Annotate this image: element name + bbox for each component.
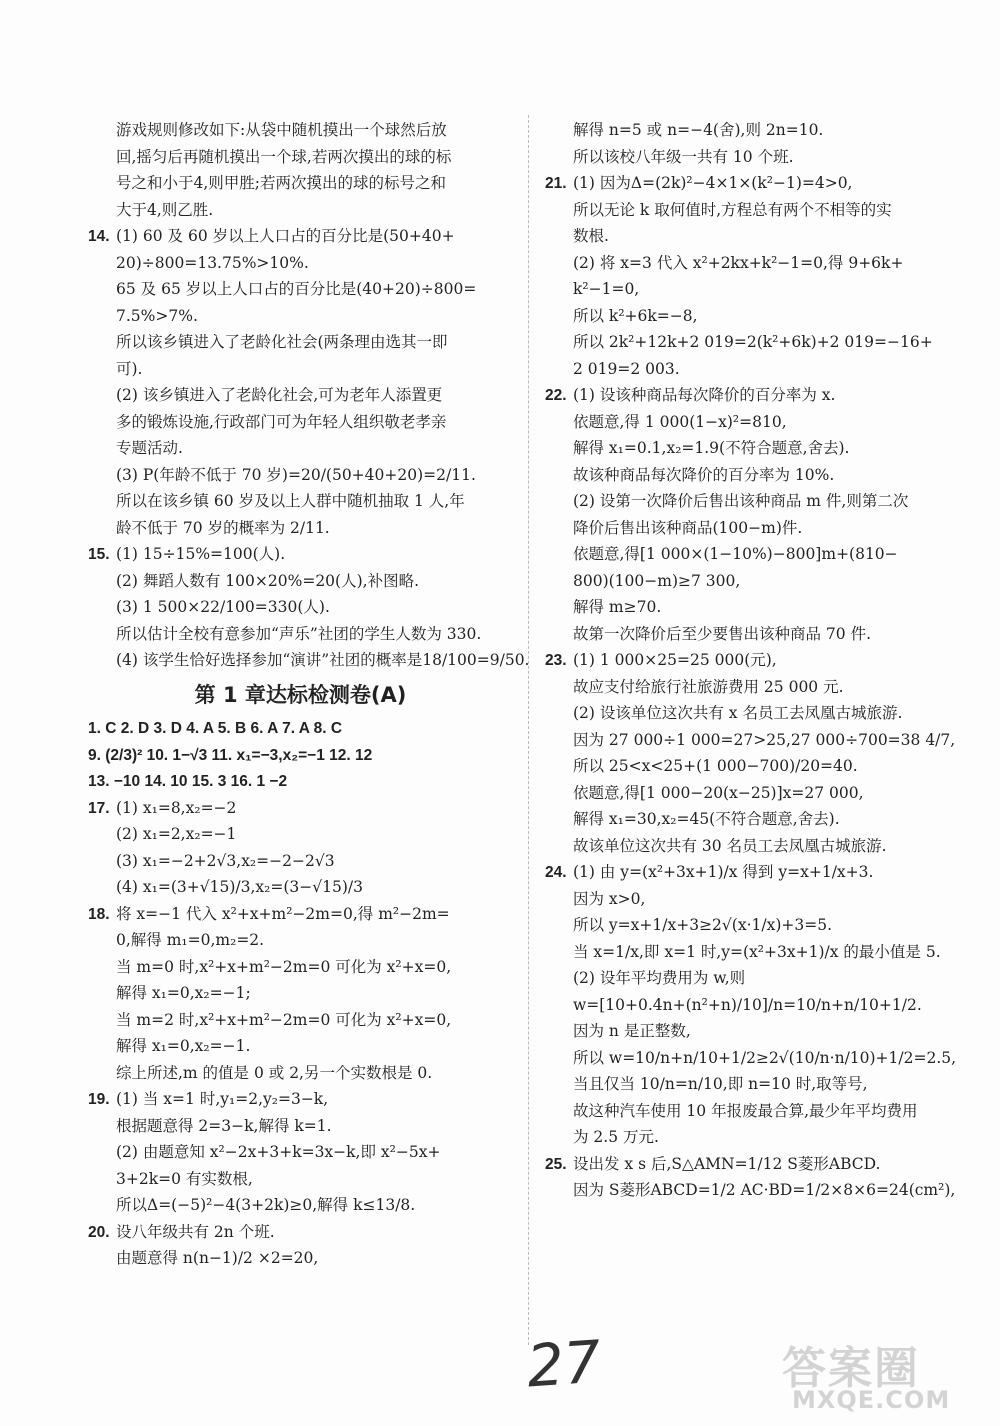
question-line <box>545 1154 965 1175</box>
text-line <box>88 1063 513 1084</box>
line-text: (1) 当 x=1 时,y₁=2,y₂=3−k, <box>116 1090 329 1108</box>
text-line <box>545 359 965 380</box>
line-text: 可). <box>116 359 143 378</box>
line-text: 0,解得 m₁=0,m₂=2. <box>116 931 265 949</box>
question-number: 22. <box>545 387 567 404</box>
left-column <box>88 120 530 1275</box>
question-line <box>545 862 965 883</box>
line-text: (4) x₁=(3+√15)/3,x₂=(3−√15)/3 <box>116 878 363 896</box>
short-answers <box>88 718 513 792</box>
text-line <box>88 253 513 274</box>
text-line <box>88 1195 513 1216</box>
line-text: 解得 x₁=0.1,x₂=1.9(不符合题意,舍去). <box>573 439 850 457</box>
text-line <box>545 200 965 221</box>
text-line <box>545 677 965 698</box>
line-text: 20)÷800=13.75%>10%. <box>116 253 309 272</box>
text-line <box>545 942 965 963</box>
line-text: 所以 w=10/n+n/10+1/2≥2√(10/n·n/10)+1/2=2.5, <box>573 1048 957 1067</box>
text-line <box>545 1074 965 1095</box>
question-number: 18. <box>88 905 110 923</box>
question-number: 14. <box>88 228 110 245</box>
line-text: 设出发 x s 后,S△AMN=1/12 S菱形ABCD. <box>573 1154 881 1173</box>
line-text: 因为 n 是正整数, <box>573 1022 691 1040</box>
question-line <box>88 1222 513 1243</box>
text-line <box>88 518 513 539</box>
line-text: 故第一次降价后至少要售出该种商品 70 件. <box>573 624 872 643</box>
line-text: (1) 15÷15%=100(人). <box>116 545 286 563</box>
question-number: 24. <box>545 864 567 881</box>
line-text: (1) 因为Δ=(2k)²−4×1×(k²−1)=4>0, <box>573 174 853 192</box>
line-text: 龄不低于 70 岁的概率为 2/11. <box>116 518 330 537</box>
answer-row: 1. C 2. D 3. D 4. A 5. B 6. A 7. A 8. C <box>88 720 343 737</box>
text-line <box>88 385 513 406</box>
line-text: k²−1=0, <box>573 280 640 298</box>
line-text: (4) 该学生恰好选择参加“演讲”社团的概率是18/100=9/50. <box>116 651 530 669</box>
text-line <box>88 306 513 327</box>
text-line <box>545 438 965 459</box>
text-line <box>88 438 513 459</box>
question-line <box>88 798 513 819</box>
text-line <box>88 120 513 141</box>
line-text: w=[10+0.4n+(n²+n)/10]/n=10/n+n/10+1/2. <box>573 995 922 1014</box>
line-text: 故该单位这次共有 30 名员工去凤凰古城旅游. <box>573 836 887 855</box>
text-line <box>88 359 513 380</box>
text-line <box>88 1169 513 1190</box>
line-text: (1) 由 y=(x²+3x+1)/x 得到 y=x+1/x+3. <box>573 863 874 881</box>
line-text: 解得 n=5 或 n=−4(舍),则 2n=10. <box>573 121 824 139</box>
watermark-url: MXQE.COM <box>792 1386 951 1414</box>
line-text: 所以 k²+6k=−8, <box>573 306 698 325</box>
text-line <box>88 624 513 645</box>
line-text: 因为 27 000÷1 000=27>25,27 000÷700=38 4/7, <box>573 730 956 749</box>
text-line <box>88 173 513 194</box>
page-number: 27 <box>524 1327 604 1401</box>
text-line <box>545 730 965 751</box>
line-text: (1) 1 000×25=25 000(元), <box>573 651 777 669</box>
line-text: (2) 设第一次降价后售出该种商品 m 件,则第二次 <box>573 492 909 510</box>
text-line <box>545 253 965 274</box>
line-text: (2) x₁=2,x₂=−1 <box>116 825 237 843</box>
line-text: 解得 x₁=0,x₂=−1; <box>116 984 251 1002</box>
line-text: 所以 2k²+12k+2 019=2(k²+6k)+2 019=−16+ <box>573 333 933 351</box>
line-text: 所以Δ=(−5)²−4(3+2k)≥0,解得 k≤13/8. <box>116 1196 416 1214</box>
text-line <box>88 650 530 671</box>
line-text: 故该种商品每次降价的百分率为 10%. <box>573 465 835 484</box>
question-line <box>545 385 965 406</box>
text-line <box>545 1048 965 1069</box>
line-text: 3+2k=0 有实数根, <box>116 1169 253 1188</box>
text-line <box>545 1021 965 1042</box>
line-text: 多的锻炼设施,行政部门可为年轻人组织敬老孝亲 <box>116 412 447 431</box>
text-line <box>88 147 513 168</box>
text-line <box>545 624 965 645</box>
text-line <box>545 756 965 777</box>
text-line <box>545 465 965 486</box>
line-text: (3) x₁=−2+2√3,x₂=−2−2√3 <box>116 851 335 870</box>
left-lines <box>88 120 530 671</box>
text-line <box>88 1010 513 1031</box>
line-text: 依题意,得[1 000×(1−10%)−800]m+(810− <box>573 545 898 563</box>
text-line <box>545 147 965 168</box>
right-column <box>545 120 965 1207</box>
line-text: 当且仅当 10/n=n/10,即 n=10 时,取等号, <box>573 1075 868 1093</box>
line-text: 解得 m≥70. <box>573 598 662 616</box>
watermark-logo <box>782 1332 992 1418</box>
line-text: 所以该校八年级一共有 10 个班. <box>573 147 794 166</box>
text-line <box>545 544 965 565</box>
line-text: 大于4,则乙胜. <box>116 200 214 219</box>
watermark-main: 答案圈 <box>782 1343 920 1394</box>
question-line <box>545 173 965 194</box>
text-line <box>545 1180 965 1201</box>
text-line <box>545 889 965 910</box>
text-line <box>545 226 965 247</box>
text-line <box>88 279 513 300</box>
text-line <box>88 851 513 872</box>
question-line <box>88 904 513 925</box>
text-line <box>545 703 965 724</box>
line-text: (3) 1 500×22/100=330(人). <box>116 598 330 616</box>
text-line <box>88 1248 513 1269</box>
text-line <box>545 915 965 936</box>
text-line <box>545 332 965 353</box>
question-line <box>88 226 513 247</box>
line-text: 所以该乡镇进入了老龄化社会(两条理由选其一即 <box>116 333 448 351</box>
text-line <box>545 306 965 327</box>
answer-row: 9. (2/3)² 10. 1−√3 11. x₁=−3,x₂=−1 12. 12 <box>88 746 373 764</box>
line-text: (2) 该乡镇进入了老龄化社会,可为老年人添置更 <box>116 386 443 404</box>
line-text: 800)(100−m)≥7 300, <box>573 571 741 590</box>
line-text: (2) 将 x=3 代入 x²+2kx+k²−1=0,得 9+6k+ <box>573 253 904 272</box>
line-text: 根据题意得 2=3−k,解得 k=1. <box>116 1116 332 1135</box>
line-text: 65 及 65 岁以上人口占的百分比是(40+20)÷800= <box>116 280 477 298</box>
question-number: 21. <box>545 175 567 192</box>
line-text: 因为 S菱形ABCD=1/2 AC·BD=1/2×8×6=24(cm²), <box>573 1181 956 1199</box>
text-line <box>545 120 965 141</box>
line-text: 将 x=−1 代入 x²+x+m²−2m=0,得 m²−2m= <box>116 904 450 923</box>
text-line <box>88 824 513 845</box>
text-line <box>545 597 965 618</box>
question-line <box>545 650 965 671</box>
question-number: 20. <box>88 1223 110 1241</box>
line-text: 当 m=0 时,x²+x+m²−2m=0 可化为 x²+x=0, <box>116 957 452 976</box>
text-line <box>88 332 513 353</box>
text-line <box>545 412 965 433</box>
line-text: 解得 x₁=0,x₂=−1. <box>116 1037 251 1055</box>
question-number: 15. <box>88 546 110 563</box>
line-text: 综上所述,m 的值是 0 或 2,另一个实数根是 0. <box>116 1063 433 1082</box>
line-text: 设八年级共有 2n 个班. <box>116 1222 275 1241</box>
line-text: (1) x₁=8,x₂=−2 <box>116 798 237 817</box>
line-text: 游戏规则修改如下:从袋中随机摸出一个球然后放 <box>116 121 447 139</box>
line-text: (1) 设该种商品每次降价的百分率为 x. <box>573 386 836 404</box>
line-text: 为 2.5 万元. <box>573 1128 659 1146</box>
text-line <box>88 877 513 898</box>
section-title: 第 1 章达标检测卷(A) <box>194 683 407 707</box>
text-line <box>88 491 513 512</box>
text-line <box>545 571 965 592</box>
line-text: (2) 设该单位这次共有 x 名员工去凤凰古城旅游. <box>573 704 903 722</box>
text-line <box>545 968 965 989</box>
line-text: 7.5%>7%. <box>116 306 198 325</box>
line-text: 所以无论 k 取何值时,方程总有两个不相等的实 <box>573 200 892 219</box>
line-text: 专题活动. <box>116 439 183 457</box>
line-text: 依题意,得 1 000(1−x)²=810, <box>573 412 787 431</box>
text-line <box>545 783 965 804</box>
line-text: 因为 x>0, <box>573 889 646 908</box>
line-text: 故应支付给旅行社旅游费用 25 000 元. <box>573 677 844 696</box>
text-line <box>88 465 513 486</box>
text-line <box>545 809 965 830</box>
line-text: 数根. <box>573 227 609 245</box>
line-text: 号之和小于4,则甲胜;若两次摸出的球的标号之和 <box>116 174 447 192</box>
text-line <box>88 200 513 221</box>
question-line <box>88 1089 513 1110</box>
text-line <box>545 1127 965 1148</box>
line-text: (2) 设年平均费用为 w,则 <box>573 969 746 987</box>
line-text: 降价后售出该种商品(100−m)件. <box>573 518 803 537</box>
column-divider <box>528 115 529 1345</box>
text-line <box>545 995 965 1016</box>
question-number: 19. <box>88 1091 110 1108</box>
text-line <box>88 571 513 592</box>
text-line <box>88 957 513 978</box>
question-number: 23. <box>545 652 567 669</box>
line-text: 故这种汽车使用 10 年报废最合算,最少年平均费用 <box>573 1101 918 1120</box>
text-line <box>88 1116 513 1137</box>
text-line <box>545 836 965 857</box>
answer-row: 13. −10 14. 10 15. 3 16. 1 −2 <box>88 773 288 790</box>
question-line <box>88 544 513 565</box>
line-text: 所以 y=x+1/x+3≥2√(x·1/x)+3=5. <box>573 916 833 934</box>
text-line <box>88 930 513 951</box>
left-lines-2 <box>88 798 513 1270</box>
question-number: 17. <box>88 799 110 817</box>
text-line <box>88 1142 513 1163</box>
question-number: 25. <box>545 1155 567 1173</box>
line-text: (1) 60 及 60 岁以上人口占的百分比是(50+40+ <box>116 227 455 245</box>
text-line <box>88 983 513 1004</box>
text-line <box>545 491 965 512</box>
line-text: 解得 x₁=30,x₂=45(不符合题意,舍去). <box>573 810 840 828</box>
right-lines <box>545 120 965 1201</box>
line-text: 所以 25<x<25+(1 000−700)/20=40. <box>573 757 858 775</box>
line-text: 所以在该乡镇 60 岁及以上人群中随机抽取 1 人,年 <box>116 492 465 510</box>
line-text: (3) P(年龄不低于 70 岁)=20/(50+40+20)=2/11. <box>116 465 476 484</box>
line-text: 当 x=1/x,即 x=1 时,y=(x²+3x+1)/x 的最小值是 5. <box>573 942 941 961</box>
line-text: (2) 由题意知 x²−2x+3+k=3x−k,即 x²−5x+ <box>116 1143 441 1161</box>
text-line <box>88 597 513 618</box>
line-text: (2) 舞蹈人数有 100×20%=20(人),补图略. <box>116 571 419 590</box>
text-line <box>545 279 965 300</box>
line-text: 由题意得 n(n−1)/2 ×2=20, <box>116 1249 319 1267</box>
text-line <box>88 1036 513 1057</box>
line-text: 当 m=2 时,x²+x+m²−2m=0 可化为 x²+x=0, <box>116 1010 452 1029</box>
line-text: 2 019=2 003. <box>573 359 680 378</box>
line-text: 所以估计全校有意参加“声乐”社团的学生人数为 330. <box>116 624 482 643</box>
text-line <box>88 412 513 433</box>
line-text: 依题意,得[1 000−20(x−25)]x=27 000, <box>573 783 864 802</box>
line-text: 回,摇匀后再随机摸出一个球,若两次摸出的球的标 <box>116 147 452 166</box>
text-line <box>545 518 965 539</box>
text-line <box>545 1101 965 1122</box>
